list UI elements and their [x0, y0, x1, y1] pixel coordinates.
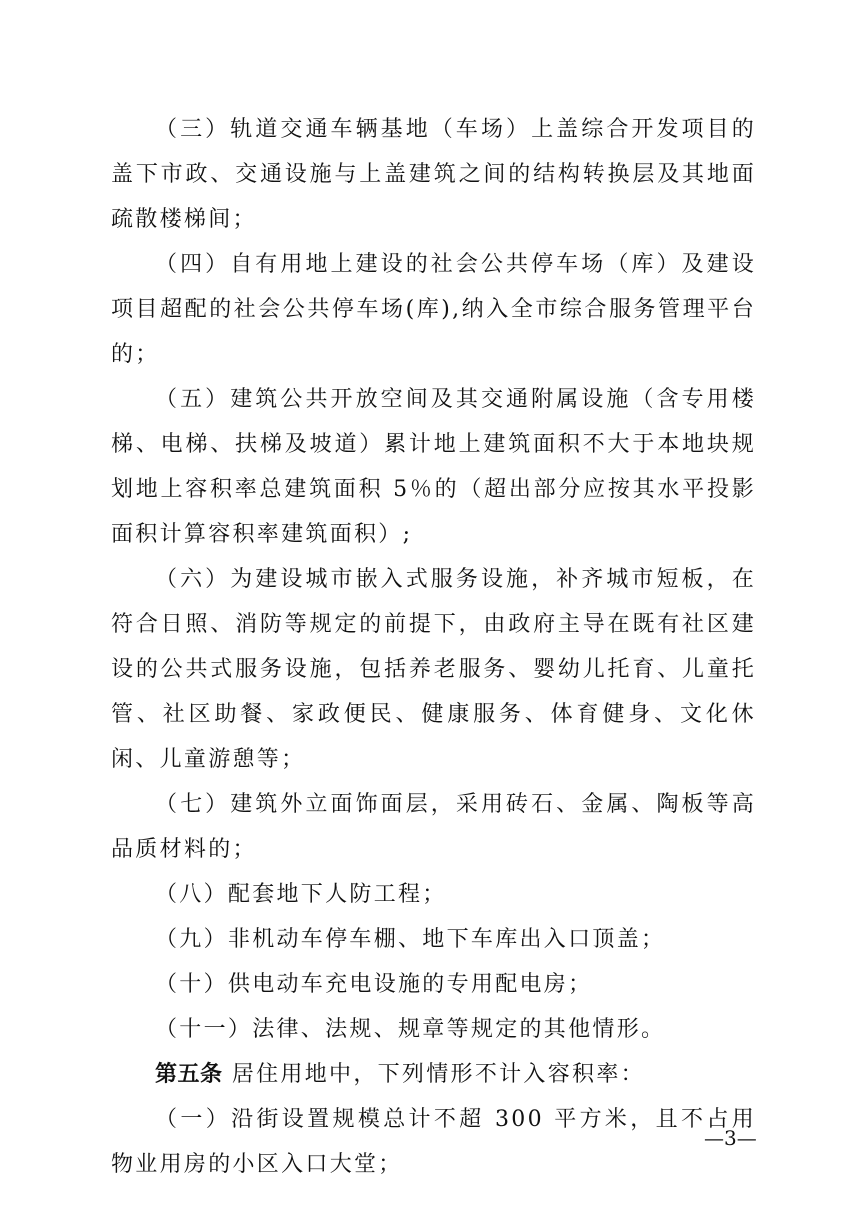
- paragraph-item-8: （八）配套地下人防工程；: [155, 882, 447, 907]
- paragraph-item-11: （十一）法律、法规、规章等规定的其他情形。: [155, 1017, 666, 1042]
- paragraph-item-10: （十）供电动车充电设施的专用配电房；: [155, 972, 593, 997]
- page-number: —3—: [704, 1126, 757, 1150]
- paragraph-item-7: （七）建筑外立面饰面层，采用砖石、金属、陶板等高品质材料的；: [111, 792, 756, 862]
- article-five: [111, 1052, 756, 1097]
- article-five-item-1: （一）沿街设置规模总计不超 300 平方米，且不占用物业用房的小区入口大堂；: [111, 1107, 756, 1177]
- paragraph-item-6: （六）为建设城市嵌入式服务设施，补齐城市短板，在符合日照、消防等规定的前提下，由政府主导在既有社区建设的公共式服务设施，包括养老服务、婴幼儿托育、儿童托管、社区助餐、家政便民、健康服务、体育健身、文化休闲、儿童游憩等；: [111, 567, 756, 772]
- paragraph-item-5: （五）建筑公共开放空间及其交通附属设施（含专用楼梯、电梯、扶梯及坡道）累计地上建筑面积不大于本地块规划地上容积率总建筑面积 5％的（超出部分应按其水平投影面积计算容积率建筑面积）;: [111, 387, 756, 547]
- paragraph-item-9: （九）非机动车停车棚、地下车库出入口顶盖；: [155, 927, 666, 952]
- article-text: 居住用地中，下列情形不计入容积率：: [231, 1062, 645, 1087]
- document-body: [111, 107, 756, 1187]
- paragraph-item-3: （三）轨道交通车辆基地（车场）上盖综合开发项目的盖下市政、交通设施与上盖建筑之间的结构转换层及其地面疏散楼梯间；: [111, 117, 756, 232]
- article-heading: 第五条: [155, 1062, 223, 1087]
- paragraph-item-4: （四）自有用地上建设的社会公共停车场（库）及建设项目超配的社会公共停车场(库),纳入全市综合服务管理平台的；: [111, 252, 756, 367]
